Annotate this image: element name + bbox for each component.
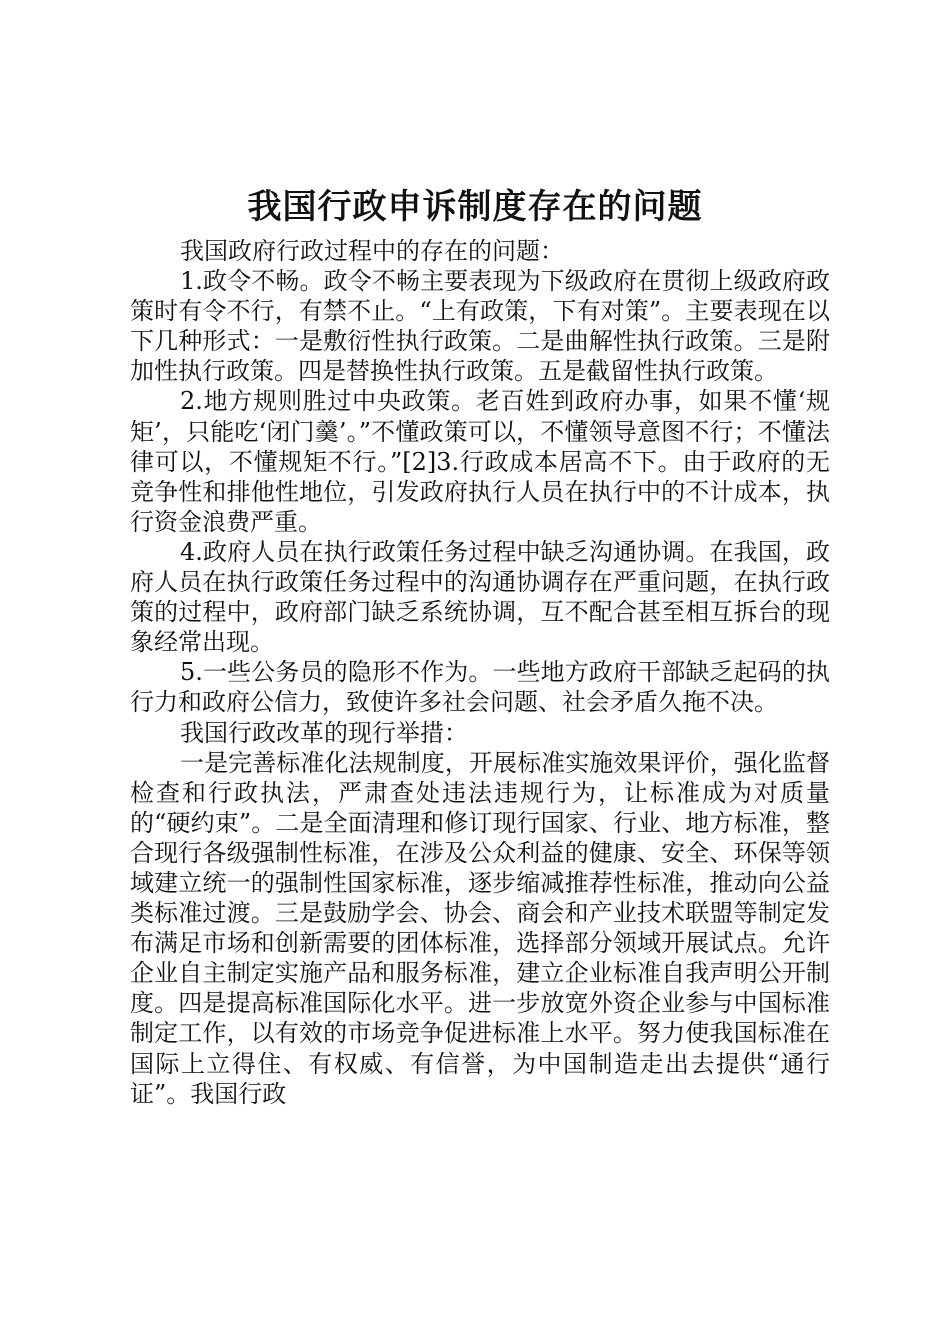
paragraph-reform-measures: 一是完善标准化法规制度，开展标准实施效果评价，强化监督检查和行政执法，严肃查处违法违规行为，让标准成为对质量的“硬约束”。二是全面清理和修订现行国家、行业、地方标准，整合现行各级强制性标准，在涉及公众利益的健康、安全、环保等领域建立统一的强制性国家标准，逐步缩减推荐性标准，推动向公益类标准过渡。三是鼓励学会、协会、商会和产业技术联盟等制定发布满足市场和创新需要的团体标准，选择部分领域开展试点。允许企业自主制定实施产品和服务标准，建立企业标准自我声明公开制度。四是提高标准国际化水平。进一步放宽外资企业参与中国标准制定工作，以有效的市场竞争促进标准上水平。努力使我国标准在国际上立得住、有权威、有信誉，为中国制造走出去提供“通行证”。我国行政 <box>130 748 830 1108</box>
paragraph-intro-problems: 我国政府行政过程中的存在的问题： <box>180 237 564 265</box>
paragraph-problem-4: 4.政府人员在执行政策任务过程中缺乏沟通协调。在我国，政府人员在执行政策任务过程中的沟通协调存在严重问题，在执行政策的过程中，政府部门缺乏系统协调，互不配合甚至相互拆台的现象经常出现。 <box>130 537 830 657</box>
document-title: 我国行政申诉制度存在的问题 <box>247 187 703 227</box>
paragraph-intro-reforms: 我国行政改革的现行举措： <box>180 718 468 747</box>
paragraph-problem-1: 1.政令不畅。政令不畅主要表现为下级政府在贯彻上级政府政策时有令不行，有禁不止。“上有政策，下有对策”。主要表现在以下几种形式：一是敷衍性执行政策。二是曲解性执行政策。三是附加性执行政策。四是替换性执行政策。五是截留性执行政策。 <box>130 267 830 386</box>
paragraph-problem-2-3: 2.地方规则胜过中央政策。老百姓到政府办事，如果不懂‘规矩’，只能吃‘闭门羹’。”不懂政策可以，不懂领导意图不行；不懂法律可以，不懂规矩不行。”[2]3.行政成本居高不下。由于政府的无竞争性和排他性地位，引发政府执行人员在执行中的不计成本，执行资金浪费严重。 <box>130 387 830 536</box>
document-body <box>130 236 830 1109</box>
paragraph-problem-5: 5.一些公务员的隐形不作为。一些地方政府干部缺乏起码的执行力和政府公信力，致使许多社会问题、社会矛盾久拖不决。 <box>130 658 830 717</box>
